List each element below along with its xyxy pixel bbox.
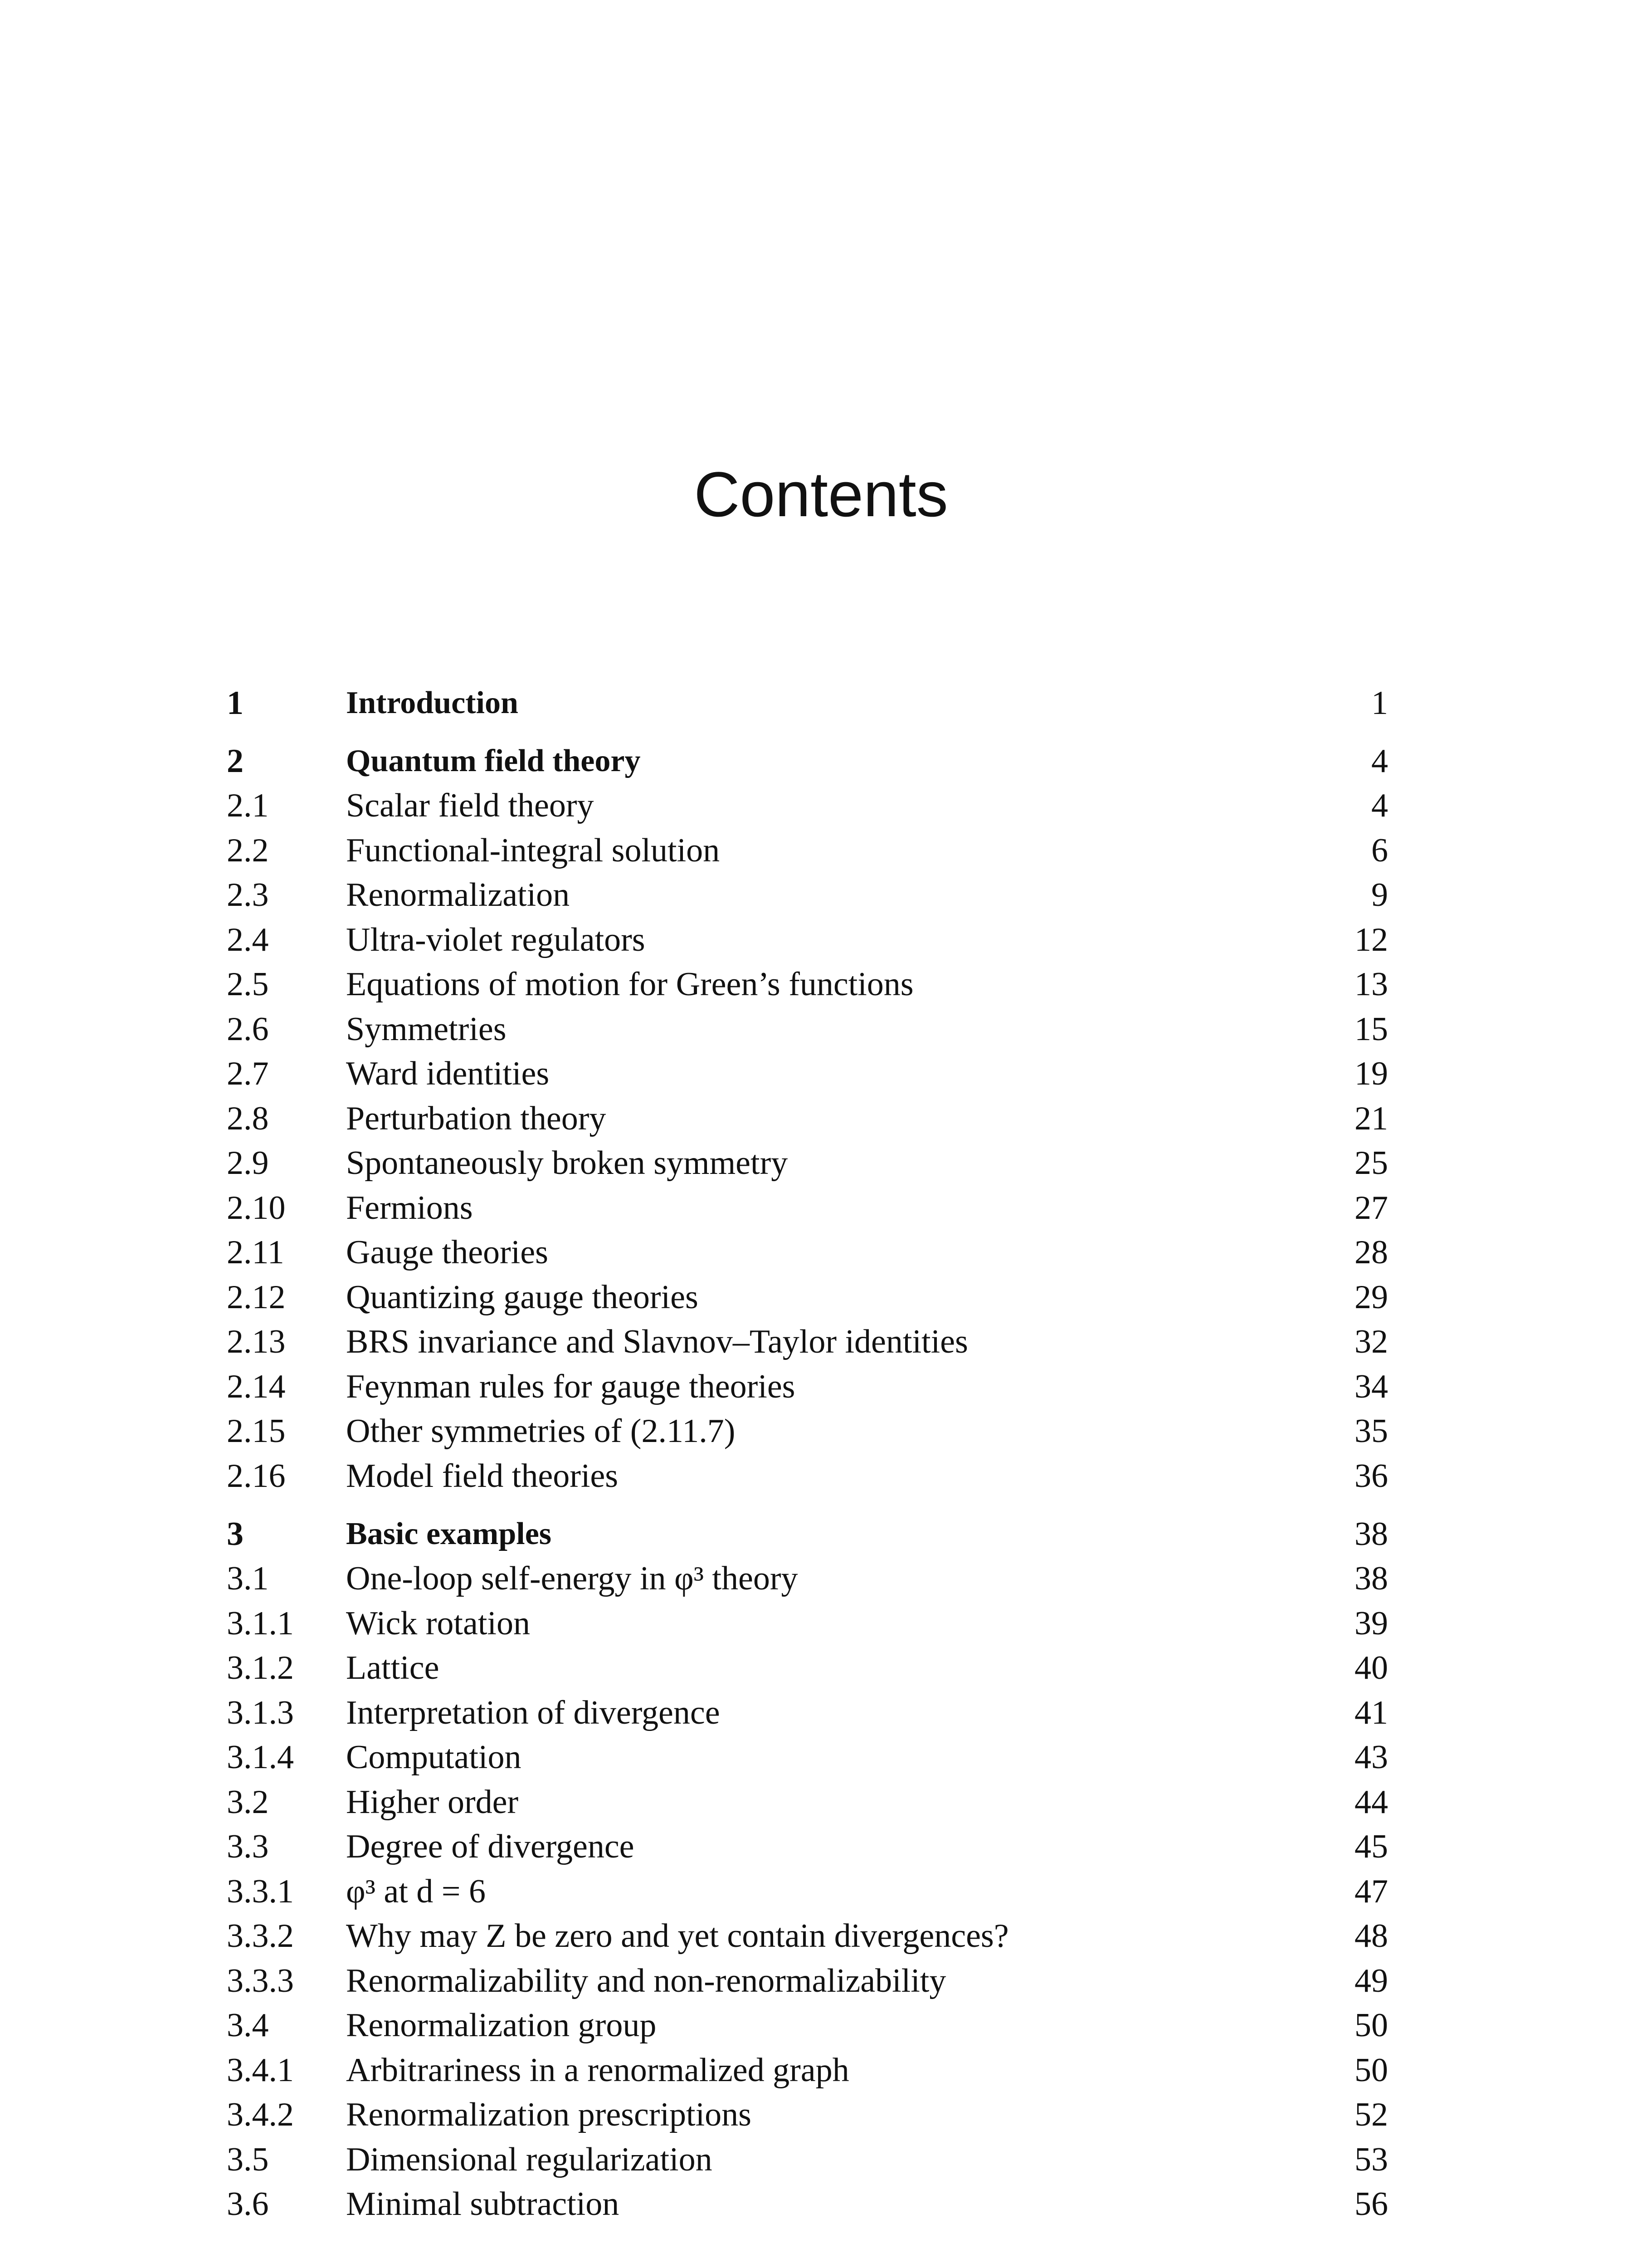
- toc-entry-page: 36: [1355, 1457, 1388, 1495]
- toc-entry-number: 2.4: [227, 921, 269, 958]
- toc-entry-page: 1: [1371, 684, 1388, 722]
- toc-entry-number: 2.3: [227, 876, 269, 914]
- toc-section-entry: [0, 962, 1642, 1007]
- toc-entry-number: 2.12: [227, 1279, 286, 1316]
- toc-chapter-entry: [0, 1511, 1642, 1557]
- toc-entry-page: 41: [1355, 1694, 1388, 1731]
- toc-section-entry: [0, 1319, 1642, 1364]
- toc-section-entry: [0, 1601, 1642, 1646]
- toc-entry-page: 34: [1355, 1368, 1388, 1405]
- toc-entry-page: 27: [1355, 1189, 1388, 1227]
- toc-section-entry: [0, 2137, 1642, 2182]
- toc-entry-number: 3.4: [227, 2007, 269, 2044]
- toc-entry-title: Perturbation theory: [346, 1100, 606, 1137]
- toc-entry-page: 21: [1355, 1100, 1388, 1137]
- toc-entry-title: Renormalizability and non-renormalizability: [346, 1962, 946, 1999]
- toc-entry-title: φ³ at d = 6: [346, 1873, 486, 1910]
- toc-section-entry: [0, 1735, 1642, 1780]
- toc-section-entry: [0, 1140, 1642, 1186]
- toc-section-entry: [0, 1779, 1642, 1825]
- toc-entry-number: 3.5: [227, 2141, 269, 2178]
- toc-entry-page: 44: [1355, 1784, 1388, 1821]
- toc-entry-number: 2.6: [227, 1011, 269, 1048]
- toc-section-entry: [0, 1007, 1642, 1052]
- toc-entry-page: 15: [1355, 1011, 1388, 1048]
- toc-entry-page: 32: [1355, 1323, 1388, 1360]
- toc-section-entry: [0, 917, 1642, 963]
- toc-entry-number: 2.16: [227, 1457, 286, 1495]
- toc-chapter-entry: [0, 738, 1642, 784]
- toc-section-entry: [0, 1096, 1642, 1141]
- toc-entry-title: Feynman rules for gauge theories: [346, 1368, 795, 1405]
- toc-entry-page: 38: [1355, 1515, 1388, 1553]
- toc-entry-title: Symmetries: [346, 1011, 507, 1048]
- toc-entry-page: 40: [1355, 1649, 1388, 1686]
- toc-entry-page: 12: [1355, 921, 1388, 958]
- toc-entry-title: Introduction: [346, 685, 518, 720]
- toc-entry-page: 56: [1355, 2185, 1388, 2223]
- toc-section-entry: [0, 2048, 1642, 2093]
- toc-entry-number: 3.3.3: [227, 1962, 294, 1999]
- toc-section-entry: [0, 1364, 1642, 1409]
- toc-entry-title: Ward identities: [346, 1055, 550, 1092]
- toc-entry-number: 3: [227, 1515, 244, 1553]
- toc-entry-title: Lattice: [346, 1649, 439, 1686]
- toc-entry-number: 2.13: [227, 1323, 286, 1360]
- toc-section-entry: [0, 1275, 1642, 1320]
- toc-entry-number: 2.11: [227, 1234, 284, 1271]
- toc-entry-page: 6: [1371, 832, 1388, 869]
- toc-section-entry: [0, 2181, 1642, 2227]
- toc-entry-title: Spontaneously broken symmetry: [346, 1144, 788, 1182]
- toc-entry-title: Interpretation of divergence: [346, 1694, 720, 1731]
- toc-section-entry: [0, 1690, 1642, 1735]
- toc-entry-page: 48: [1355, 1917, 1388, 1955]
- toc-entry-title: Scalar field theory: [346, 787, 594, 824]
- toc-entry-title: Quantizing gauge theories: [346, 1279, 698, 1316]
- toc-entry-page: 28: [1355, 1234, 1388, 1271]
- toc-section-entry: [0, 1869, 1642, 1914]
- toc-entry-number: 1: [227, 684, 244, 722]
- toc-entry-number: 2.2: [227, 832, 269, 869]
- toc-entry-number: 2.8: [227, 1100, 269, 1137]
- toc-section-entry: [0, 1408, 1642, 1454]
- toc-entry-number: 2.9: [227, 1144, 269, 1182]
- toc-entry-title: Renormalization group: [346, 2007, 657, 2044]
- toc-chapter-entry: [0, 680, 1642, 726]
- toc-entry-title: Arbitrariness in a renormalized graph: [346, 2052, 849, 2089]
- toc-entry-title: Equations of motion for Green’s functions: [346, 966, 914, 1003]
- toc-entry-number: 3.3: [227, 1828, 269, 1865]
- toc-entry-title: Ultra-violet regulators: [346, 921, 645, 958]
- toc-entry-title: One-loop self-energy in φ³ theory: [346, 1560, 798, 1597]
- toc-entry-number: 2.15: [227, 1413, 286, 1450]
- toc-entry-title: Other symmetries of (2.11.7): [346, 1413, 736, 1450]
- toc-entry-title: Degree of divergence: [346, 1828, 634, 1865]
- toc-section-entry: [0, 828, 1642, 873]
- toc-entry-page: 13: [1355, 966, 1388, 1003]
- toc-section-entry: [0, 1051, 1642, 1096]
- toc-entry-number: 2.10: [227, 1189, 286, 1227]
- toc-entry-number: 3.2: [227, 1784, 269, 1821]
- toc-entry-number: 3.4.1: [227, 2052, 294, 2089]
- toc-entry-page: 53: [1355, 2141, 1388, 2178]
- toc-section-entry: [0, 1824, 1642, 1869]
- toc-section-entry: [0, 1645, 1642, 1691]
- toc-entry-number: 3.1.2: [227, 1649, 294, 1686]
- toc-section-entry: [0, 1556, 1642, 1601]
- toc-entry-number: 2.1: [227, 787, 269, 824]
- toc-section-entry: [0, 1185, 1642, 1231]
- toc-entry-title: Model field theories: [346, 1457, 619, 1495]
- toc-section-entry: [0, 1230, 1642, 1275]
- toc-section-entry: [0, 2092, 1642, 2137]
- toc-entry-page: 19: [1355, 1055, 1388, 1092]
- toc-entry-title: Basic examples: [346, 1516, 552, 1551]
- toc-entry-title: Dimensional regularization: [346, 2141, 712, 2178]
- toc-section-entry: [0, 2003, 1642, 2048]
- toc-section-entry: [0, 783, 1642, 828]
- toc-entry-title: Wick rotation: [346, 1605, 530, 1642]
- toc-entry-page: 43: [1355, 1739, 1388, 1776]
- toc-entry-page: 35: [1355, 1413, 1388, 1450]
- toc-entry-number: 3.1: [227, 1560, 269, 1597]
- toc-entry-page: 52: [1355, 2096, 1388, 2133]
- toc-entry-page: 29: [1355, 1279, 1388, 1316]
- toc-section-entry: [0, 1913, 1642, 1959]
- toc-entry-number: 2.5: [227, 966, 269, 1003]
- toc-entry-page: 50: [1355, 2007, 1388, 2044]
- toc-section-entry: [0, 1958, 1642, 2004]
- toc-entry-title: Why may Z be zero and yet contain divergences?: [346, 1917, 1009, 1955]
- toc-entry-page: 50: [1355, 2052, 1388, 2089]
- toc-entry-number: 3.6: [227, 2185, 269, 2223]
- toc-entry-title: BRS invariance and Slavnov–Taylor identities: [346, 1323, 968, 1360]
- toc-entry-number: 3.1.3: [227, 1694, 294, 1731]
- toc-entry-number: 3.4.2: [227, 2096, 294, 2133]
- toc-section-entry: [0, 1453, 1642, 1499]
- toc-entry-title: Gauge theories: [346, 1234, 548, 1271]
- toc-entry-page: 47: [1355, 1873, 1388, 1910]
- toc-entry-title: Functional-integral solution: [346, 832, 720, 869]
- toc-entry-title: Fermions: [346, 1189, 473, 1227]
- toc-entry-number: 3.3.2: [227, 1917, 294, 1955]
- toc-section-entry: [0, 872, 1642, 918]
- toc-entry-title: Minimal subtraction: [346, 2185, 619, 2223]
- toc-entry-number: 3.1.4: [227, 1739, 294, 1776]
- toc-entry-title: Higher order: [346, 1784, 519, 1821]
- toc-entry-number: 2: [227, 743, 244, 780]
- toc-entry-page: 39: [1355, 1605, 1388, 1642]
- toc-entry-number: 2.7: [227, 1055, 269, 1092]
- toc-entry-title: Computation: [346, 1739, 521, 1776]
- toc-entry-page: 4: [1371, 787, 1388, 824]
- toc-entry-page: 49: [1355, 1962, 1388, 1999]
- toc-entry-page: 25: [1355, 1144, 1388, 1182]
- toc-entry-number: 3.3.1: [227, 1873, 294, 1910]
- toc-entry-page: 38: [1355, 1560, 1388, 1597]
- toc-entry-page: 45: [1355, 1828, 1388, 1865]
- toc-entry-page: 4: [1371, 743, 1388, 780]
- toc-entry-number: 3.1.1: [227, 1605, 294, 1642]
- toc-entry-title: Quantum field theory: [346, 743, 641, 778]
- toc-entry-title: Renormalization: [346, 876, 570, 914]
- page-title: Contents: [694, 459, 948, 530]
- toc-entry-page: 9: [1371, 876, 1388, 914]
- toc-entry-number: 2.14: [227, 1368, 286, 1405]
- toc-entry-title: Renormalization prescriptions: [346, 2096, 751, 2133]
